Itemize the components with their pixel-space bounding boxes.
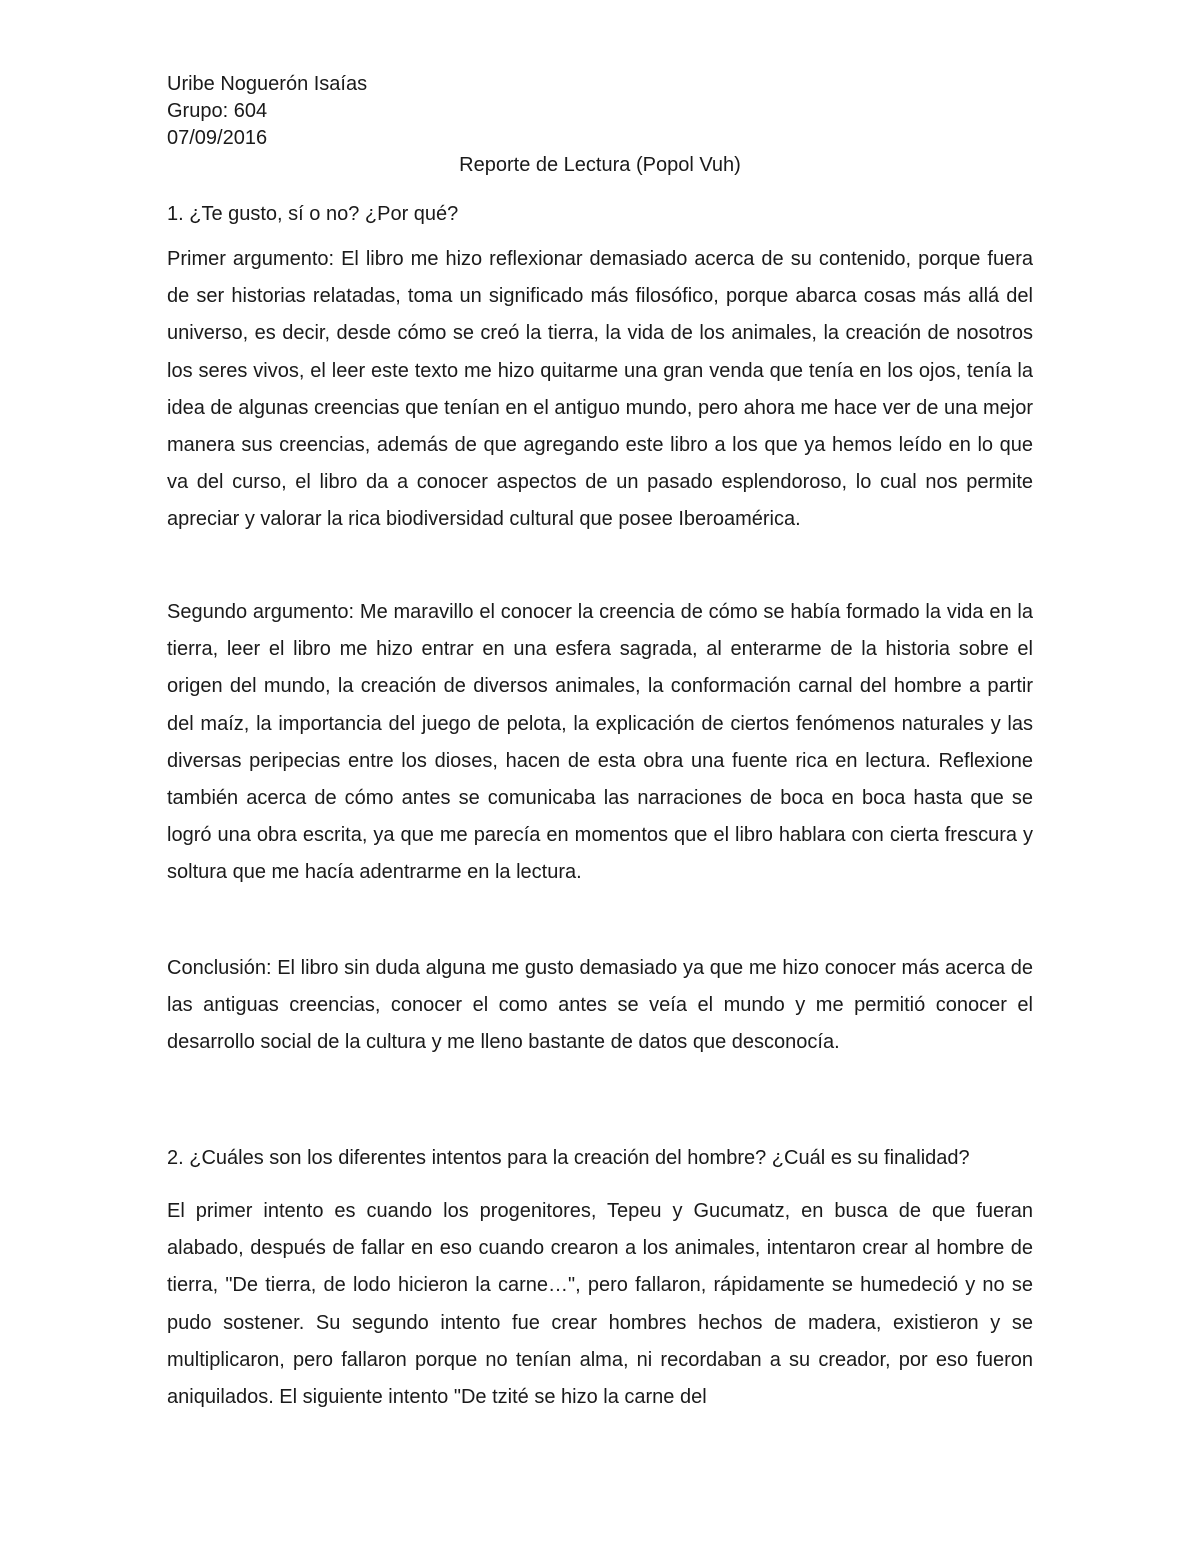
paragraph-second-argument: Segundo argumento: Me maravillo el conocer la creencia de cómo se había formado la vida en la tierra, leer el libro me hizo entrar en una esfera sagrada, al enterarme de la historia sobre el origen del mundo, la creación de diversos animales, la conformación carnal del hombre a partir del maíz, la importancia del juego de pelota, la explicación de ciertos fenómenos naturales y las diversas peripecias entre los dioses, hacen de esta obra una fuente rica en lectura. Reflexione también acerca de cómo antes se comunicaba las narraciones de boca en boca hasta que se logró una obra escrita, ya que me parecía en momentos que el libro hablara con cierta frescura y soltura que me hacía adentrarme en la lectura. bbox=[167, 601, 1033, 884]
paragraph-creation-attempts: El primer intento es cuando los progenitores, Tepeu y Gucumatz, en busca de que fueran alabado, después de fallar en eso cuando crearon a los animales, intentaron crear al hombre de tierra, "De tierra, de lodo hicieron la carne…", pero fallaron, rápidamente se humedeció y no se pudo sostener. Su segundo intento fue crear hombres hechos de madera, existieron y se multiplicaron, pero fallaron porque no tenían alma, ni recordaban a su creador, por eso fueron aniquilados. El siguiente intento "De tzité se hizo la carne del bbox=[167, 1200, 1033, 1409]
author-name: Uribe Noguerón Isaías bbox=[167, 73, 368, 95]
paragraph-conclusion: Conclusión: El libro sin duda alguna me gusto demasiado ya que me hizo conocer más acerca de las antiguas creencias, conocer el como antes se veía el mundo y me permitió conocer el desarrollo social de la cultura y me lleno bastante de datos que desconocía. bbox=[167, 957, 1033, 1054]
paragraph-first-argument: Primer argumento: El libro me hizo reflexionar demasiado acerca de su contenido, porque fuera de ser historias relatadas, toma un significado más filosófico, porque abarca cosas más allá del universo, es decir, desde cómo se creó la tierra, la vida de los animales, la creación de nosotros los seres vivos, el leer este texto me hizo quitarme una gran venda que tenía en los ojos, tenía la idea de algunas creencias que tenían en el antiguo mundo, pero ahora me hace ver de una mejor manera sus creencias, además de que agregando este libro a los que ya hemos leído en lo que va del curso, el libro da a conocer aspectos de un pasado esplendoroso, lo cual nos permite apreciar y valorar la rica biodiversidad cultural que posee Iberoamérica. bbox=[167, 248, 1033, 531]
question-2: 2. ¿Cuáles son los diferentes intentos para la creación del hombre? ¿Cuál es su finalidad? bbox=[167, 1147, 970, 1169]
date-label: 07/09/2016 bbox=[167, 127, 268, 149]
question-1: 1. ¿Te gusto, sí o no? ¿Por qué? bbox=[167, 203, 459, 225]
document-title: Reporte de Lectura (Popol Vuh) bbox=[459, 154, 741, 176]
group-label: Grupo: 604 bbox=[167, 100, 268, 122]
